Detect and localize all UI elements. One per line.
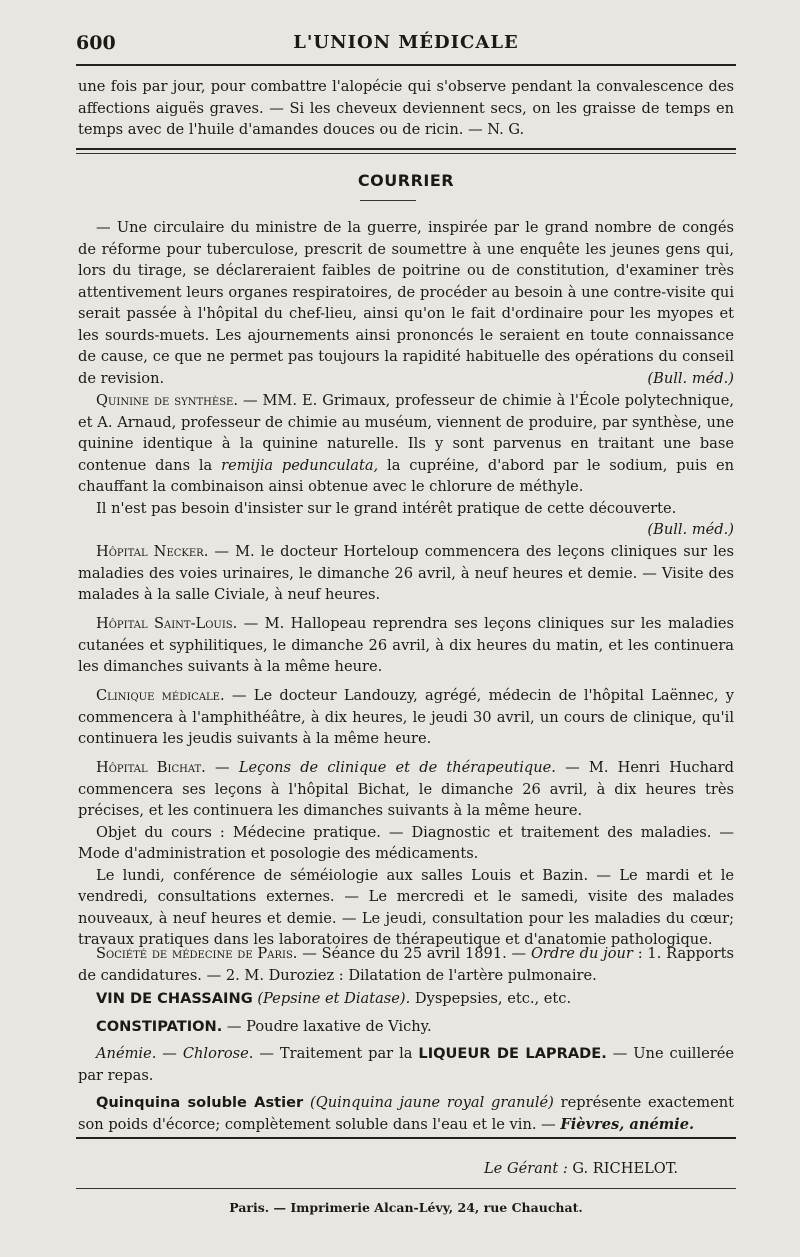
- laprade-rest: — Une cuillerée par repas.: [78, 1045, 735, 1084]
- constipation-rest: — Poudre laxative de Vichy.: [222, 1017, 432, 1035]
- article-quinine: [78, 390, 734, 541]
- bichat-course: Leçons de clinique et de thérapeutique.: [238, 759, 556, 776]
- bichat-text: — M. Henri Huchard commencera ses leçons à l'hôpital Bichat, le dimanche 26 avril, à dix heures très précises, et les continuera les dimanches suivants à la même heure.: [78, 759, 734, 819]
- ad-laprade: [78, 1043, 734, 1086]
- necker-text: — M. le docteur Horteloup commencera des leçons cliniques sur les maladies des voies urinaires, le dimanche 26 avril, à neuf heures et demie. — Visite des malades à la salle Civiale, à neuf heures.: [78, 543, 735, 603]
- title-underline: [360, 200, 416, 201]
- chassaing-paren: (Pepsine et Diatase).: [257, 990, 411, 1007]
- bichat-schedule: Le lundi, conférence de séméiologie aux salles Louis et Bazin. — Le mardi et le vendredi, consultations externes. — Le mercredi et le samedi, visite des malades nouveaux, à neuf heures et demie. — Le jeudi, consultation pour les maladies du cœur; travaux pratiques dans les laboratoires de thérapeutique et d'anatomie pathologique.: [78, 866, 734, 948]
- bichat-heading: Hôpital Bichat.: [96, 759, 206, 776]
- anemie-d: — Traitement par la: [253, 1045, 419, 1062]
- article-saint-louis: [78, 613, 734, 678]
- section-rule-bottom: [76, 153, 736, 154]
- article-circulaire: [78, 217, 734, 389]
- saint-louis-heading: Hôpital Saint-Louis.: [96, 615, 238, 632]
- page-header: [76, 30, 736, 58]
- intro-paragraph: une fois par jour, pour combattre l'alopécie qui s'observe pendant la convalescence des affections aiguës graves. — Si les cheveux deviennent secs, on les graisse de temps en temps avec de l'huile d'amandes douces ou de ricin. — N. G.: [78, 78, 734, 138]
- quinine-text2: la cupréine, d'abord par le sodium, puis en chauffant la combinaison ainsi obtenue avec le chlorure de méthyle.: [78, 456, 734, 495]
- quinine-species: remijia pedunculata,: [221, 456, 379, 474]
- header-rule: [76, 64, 736, 66]
- societe-text2: : 1. Rapports de candidatures. — 2. M. Duroziez : Dilatation de l'artère pulmonaire.: [78, 945, 734, 984]
- anemie-b: —: [156, 1045, 183, 1062]
- gerant-name: G. RICHELOT.: [572, 1160, 678, 1177]
- quinquina-paren: (Quinquina jaune royal granulé): [310, 1094, 554, 1111]
- clinique-text: — Le docteur Landouzy, agrégé, médecin de l'hôpital Laënnec, y commencera à l'amphithéâtre, à dix heures, le jeudi 30 avril, un cours de clinique, qu'il continuera les jeudis suivants à la même heure.: [78, 687, 734, 747]
- gerant-signature: [78, 1160, 678, 1177]
- quinine-text: — MM. E. Grimaux, professeur de chimie à l'École polytechnique, et A. Arnaud, professeur de chimie au muséum, viennent de produire, par synthèse, une quinine identique à la quinine naturelle. Ils y sont parvenus en traitant une base contenue dans la: [78, 392, 734, 474]
- societe-text: — Séance du 25 avril 1891. —: [297, 945, 531, 962]
- gerant-label: Le Gérant :: [483, 1160, 568, 1177]
- ads-rule: [76, 1137, 736, 1139]
- laprade-brand: LIQUEUR DE LAPRADE.: [418, 1045, 607, 1062]
- anemie-c: Chlorose.: [182, 1045, 254, 1062]
- necker-heading: Hôpital Necker.: [96, 543, 209, 560]
- bichat-objet: Objet du cours : Médecine pratique. — Diagnostic et traitement des maladies. — Mode d'administration et posologie des médicaments.: [78, 823, 734, 862]
- quinquina-tail: Fièvres, anémie.: [560, 1115, 695, 1133]
- article-necker: [78, 541, 734, 606]
- chassaing-brand: VIN DE CHASSAING: [96, 990, 253, 1007]
- advertisements: [78, 988, 734, 1135]
- footer-rule: [76, 1188, 736, 1189]
- article-societe: [78, 943, 734, 986]
- quinine-source: (Bull. méd.): [647, 521, 734, 538]
- ad-quinquina: [78, 1092, 734, 1135]
- anemie-a: Anémie.: [96, 1045, 157, 1062]
- constipation-brand: CONSTIPATION.: [96, 1017, 223, 1035]
- saint-louis-text: — M. Hallopeau reprendra ses leçons cliniques sur les maladies cutanées et syphilitiques, le dimanche 26 avril, à dix heures du matin, et les continuera les dimanches suivants à la même heure.: [78, 615, 734, 675]
- clinique-heading: Clinique médicale.: [96, 687, 225, 704]
- societe-odj: Ordre du jour: [530, 945, 633, 962]
- circulaire-source: (Bull. méd.): [647, 369, 734, 387]
- ad-constipation: [78, 1016, 734, 1038]
- section-rule-top: [76, 148, 736, 150]
- article-clinique: [78, 685, 734, 750]
- article-bichat: Hôpital Bichat. — Leçons de clinique et de thérapeutique. — M. Henri Huchard commencera ses leçons à l'hôpital Bichat, le dimanche 26 avril, à dix heures très précises, et les continuera les dimanches suivants à la même heure. Objet du cours : Médecine pratique. — Diagnostic et traitement des maladies. — Mode d'administration et posologie des médicaments. Le lundi, conférence de séméiologie aux salles Louis et Bazin. — Le mardi et le vendredi, consultations externes. — Le mercredi et le samedi, visite des malades nouveaux, à neuf heures et demie. — Le jeudi, consultation pour les maladies du cœur; travaux pratiques dans les laboratoires de thérapeutique et d'anatomie pathologique.: [78, 759, 734, 948]
- circulaire-text: — Une circulaire du ministre de la guerre, inspirée par le grand nombre de congés de réforme pour tuberculose, prescrit de soumettre à une enquête les jeunes gens qui, lors du tirage, se déclareraient faibles de poitrine ou de constitution, d'examiner très attentivement leurs organes respiratoires, de procéder au besoin à une contre-visite qui serait passée à l'hôpital du chef-lieu, ainsi qu'on le fait d'ordinaire pour les myopes et les sourds-muets. Les ajournements ainsi prononcés le seraient en toute connaissance de cause, ce que ne permet pas toujours la rapidité habituelle des opérations du conseil de revision.: [78, 219, 734, 387]
- running-title: L'UNION MÉDICALE: [293, 32, 519, 53]
- quinquina-rest: représente exactement son poids d'écorce; complètement soluble dans l'eau et le vin. —: [78, 1094, 735, 1133]
- societe-heading: Société de médecine de Paris.: [96, 945, 298, 962]
- quinquina-brand: Quinquina soluble Astier: [96, 1094, 304, 1111]
- quinine-text3: Il n'est pas besoin d'insister sur le grand intérêt pratique de cette découverte.: [96, 499, 677, 517]
- chassaing-rest: Dyspepsies, etc., etc.: [410, 990, 572, 1007]
- page-number: 600: [76, 32, 116, 54]
- section-title: COURRIER: [357, 171, 455, 190]
- quinine-heading: Quinine de synthèse.: [96, 392, 238, 409]
- printer-imprint: Paris. — Imprimerie Alcan-Lévy, 24, rue Chauchat.: [229, 1200, 583, 1215]
- ad-chassaing: [78, 988, 734, 1010]
